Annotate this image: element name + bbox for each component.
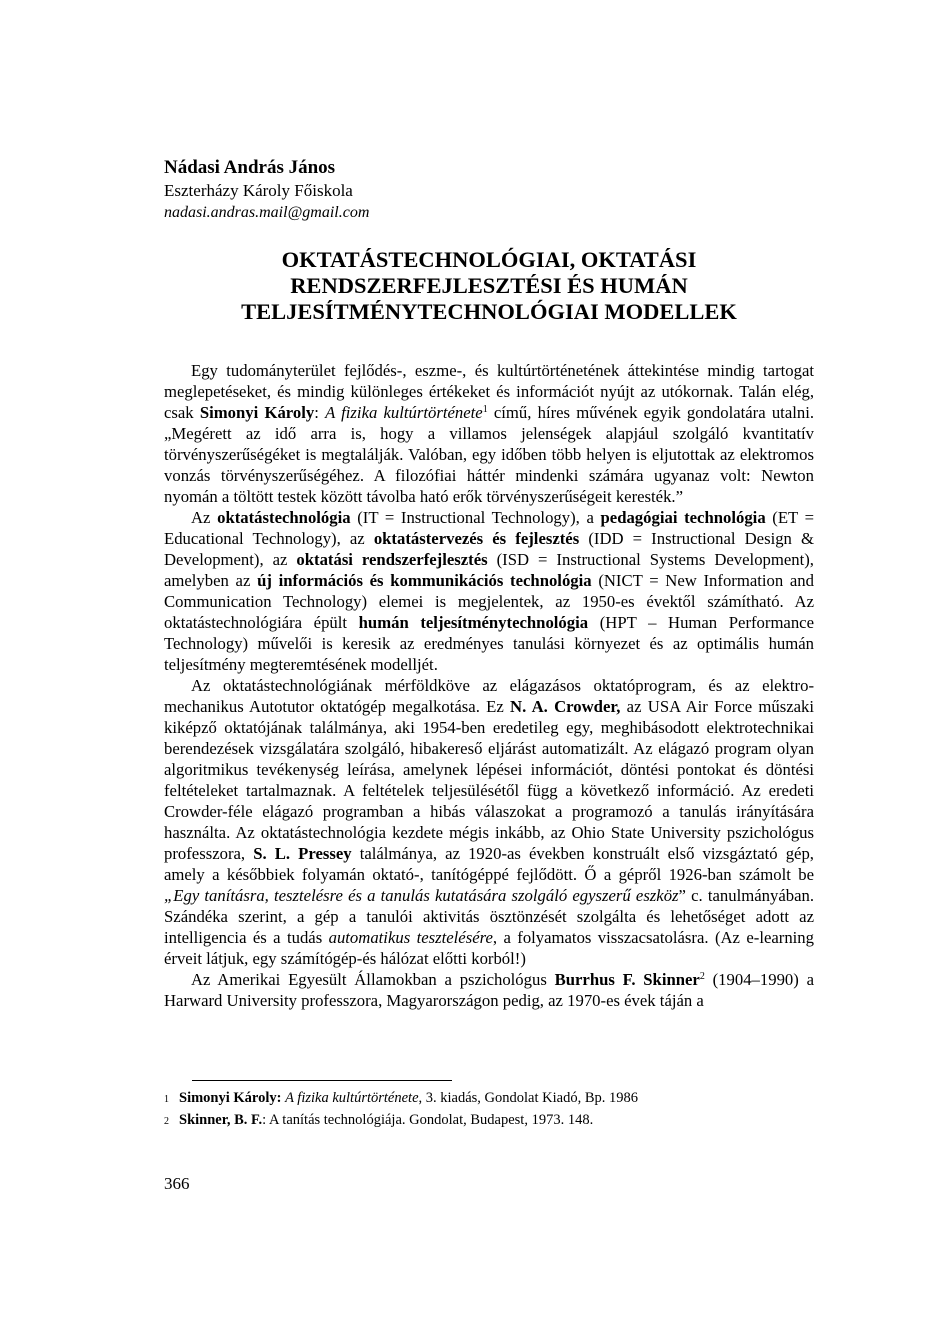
footnote (164, 1088, 814, 1110)
italic-text: „Egy tanításra, tesztelésre és a tanulás kutatására szolgáló egyszerű eszköz (164, 886, 679, 905)
text-run: Az oktatástechnológiának mérföldköve az elágazásos oktatóprogram, és az elektromechanikus Autotutor oktatógép megalkotása. Ez (164, 676, 814, 716)
title-line: RENDSZERFEJLESZTÉSI ÉS HUMÁN (290, 273, 688, 298)
bold-text: N. A. Crowder, (510, 697, 621, 716)
text-run: (1904–1990) a Harward University professzora, Magyarországon pedig, az 1970-es évek táján a (164, 970, 814, 1010)
text-run: (ISD = Instructional Systems Development), amelyben az (164, 550, 814, 590)
text-run: című, híres művének egyik gondolatára utalni. „Megérett az idő arra is, hogy a villamos jelenségek alapjául szolgáló kvantitatív törvényszerűségéket is megtalálják. Valóban, egy időben több helyen is eljutottak az elektromos vonzás törvényszerűségéhez. A filozófiai háttér mindenki számára ugyanaz volt: Newton nyomán a töltött testek között távolba ható erők törvényszerűségeit keresték.” (164, 403, 815, 506)
text-run: (ET = Educational Technology), az (164, 508, 814, 548)
author-affiliation: Eszterházy Károly Főiskola (164, 181, 353, 200)
author-block (164, 156, 764, 224)
text-run: , 3. kiadás, Gondolat Kiadó, Bp. 1986 (418, 1090, 639, 1106)
paragraph (164, 675, 814, 969)
footnote (164, 1110, 814, 1132)
footnote-text (179, 1088, 638, 1108)
text-run: találmánya, az 1920-as években konstruált első vizsgáztató gép, amely a későbbiek folyamán oktató-, tanítógéppé fejlődött. Ő a gépről 1926-ban számolt be (164, 844, 814, 884)
text-run: (HPT – Human Performance Technology) művelői is keresik az eredményes tanulási környezet és az optimális humán teljesítmény megteremtésének modelljét. (164, 613, 814, 674)
text-run: ” c. tanulmányában. Szándéka szerint, a gép a tanulói aktivitás ösztönzését szolgálta és lehetőséget adott az intelligencia és a tudás (164, 886, 814, 947)
text-run: Az Amerikai Egyesült Államokban a pszichológus (191, 970, 555, 989)
text-run: (IT = Instructional Technology), a (350, 508, 601, 527)
bold-text: oktatástervezés és fejlesztés (373, 529, 580, 548)
footnote-divider (192, 1080, 452, 1081)
text-run: (IDD = Instructional Design & Development), az (164, 529, 814, 569)
text-run: , a folyamatos visszacsatolásra. (Az e-learning érveit látjuk, egy számítógép-és hálózat előtti korból!) (164, 928, 814, 968)
italic-text: A fizika kultúrtörténete (325, 403, 483, 422)
bold-text: Simonyi Károly: (179, 1090, 282, 1106)
text-run: az USA Air Force műszaki kiképző oktatójának találmánya, aki 1954-ben eredetileg egy, meghibásodott elektrotechnikai berendezések vizsgálatára szolgáló, hibakereső eljárást automatizált. Az elágazó program olyan algoritmikus tevékenység leírása, amelynek lépései információt, döntési pontokat és döntési feltételeket tartalmaznak. A feltételek teljesülésétől függ a következő információ. Az eredeti Crowder-féle elágazó programban a hibás válaszokat a programozó a tanulás irányítására használta. Az oktatástechnológia kezdete mégis inkább, az Ohio State University pszichológus professzora, (164, 697, 814, 863)
bold-text: oktatási rendszerfejlesztés (296, 550, 488, 569)
author-email: nadasi.andras.mail@gmail.com (164, 204, 370, 221)
bold-text: Burrhus F. Skinner (554, 970, 700, 989)
italic-text: automatikus tesztelésére (328, 928, 493, 947)
footnote-ref: 2 (699, 971, 705, 982)
bold-text: új információs és kommunikációs technológia (257, 571, 592, 590)
text-run: : A tanítás technológiája. Gondolat, Budapest, 1973. 148. (262, 1112, 594, 1128)
footnote-number: 2 (164, 1116, 169, 1127)
text-run: (NICT = New Information and Communication Technology) elemei is megjelentek, az 1950-es évektől számítható. Az oktatástechnológiára épült (164, 571, 814, 632)
footnotes (164, 1088, 814, 1132)
body-text (164, 360, 814, 1011)
bold-text: S. L. Pressey (253, 844, 352, 863)
title-line: TELJESÍTMÉNYTECHNOLÓGIAI MODELLEK (241, 299, 737, 324)
bold-text: oktatástechnológia (217, 508, 351, 527)
paper-title (164, 247, 814, 325)
bold-text: pedagógiai technológia (600, 508, 766, 527)
footnote-text (179, 1110, 593, 1130)
italic-text: A fizika kultúrtörténete (285, 1090, 419, 1106)
text-run: Egy tudományterület fejlődés-, eszme-, és kultúrtörténetének áttekintése mindig tartogat meglepetéseket, és mindig különleges értékeket és információt nyújt az utókornak. Talán elég, csak (164, 361, 814, 422)
page-number: 366 (164, 1174, 190, 1193)
footnote-ref: 1 (482, 404, 488, 415)
text-run: Az (191, 508, 218, 527)
bold-text: humán teljesítménytechnológia (358, 613, 589, 632)
bold-text: Skinner, B. F. (179, 1112, 263, 1128)
paragraph (164, 360, 814, 507)
paragraph (164, 507, 814, 675)
author-name: Nádasi András János (164, 157, 336, 178)
title-line: OKTATÁSTECHNOLÓGIAI, OKTATÁSI (281, 247, 697, 272)
bold-text: Simonyi Károly (199, 403, 315, 422)
footnote-number: 1 (164, 1094, 169, 1105)
paragraph (164, 969, 814, 1011)
text-run: : (314, 403, 326, 422)
